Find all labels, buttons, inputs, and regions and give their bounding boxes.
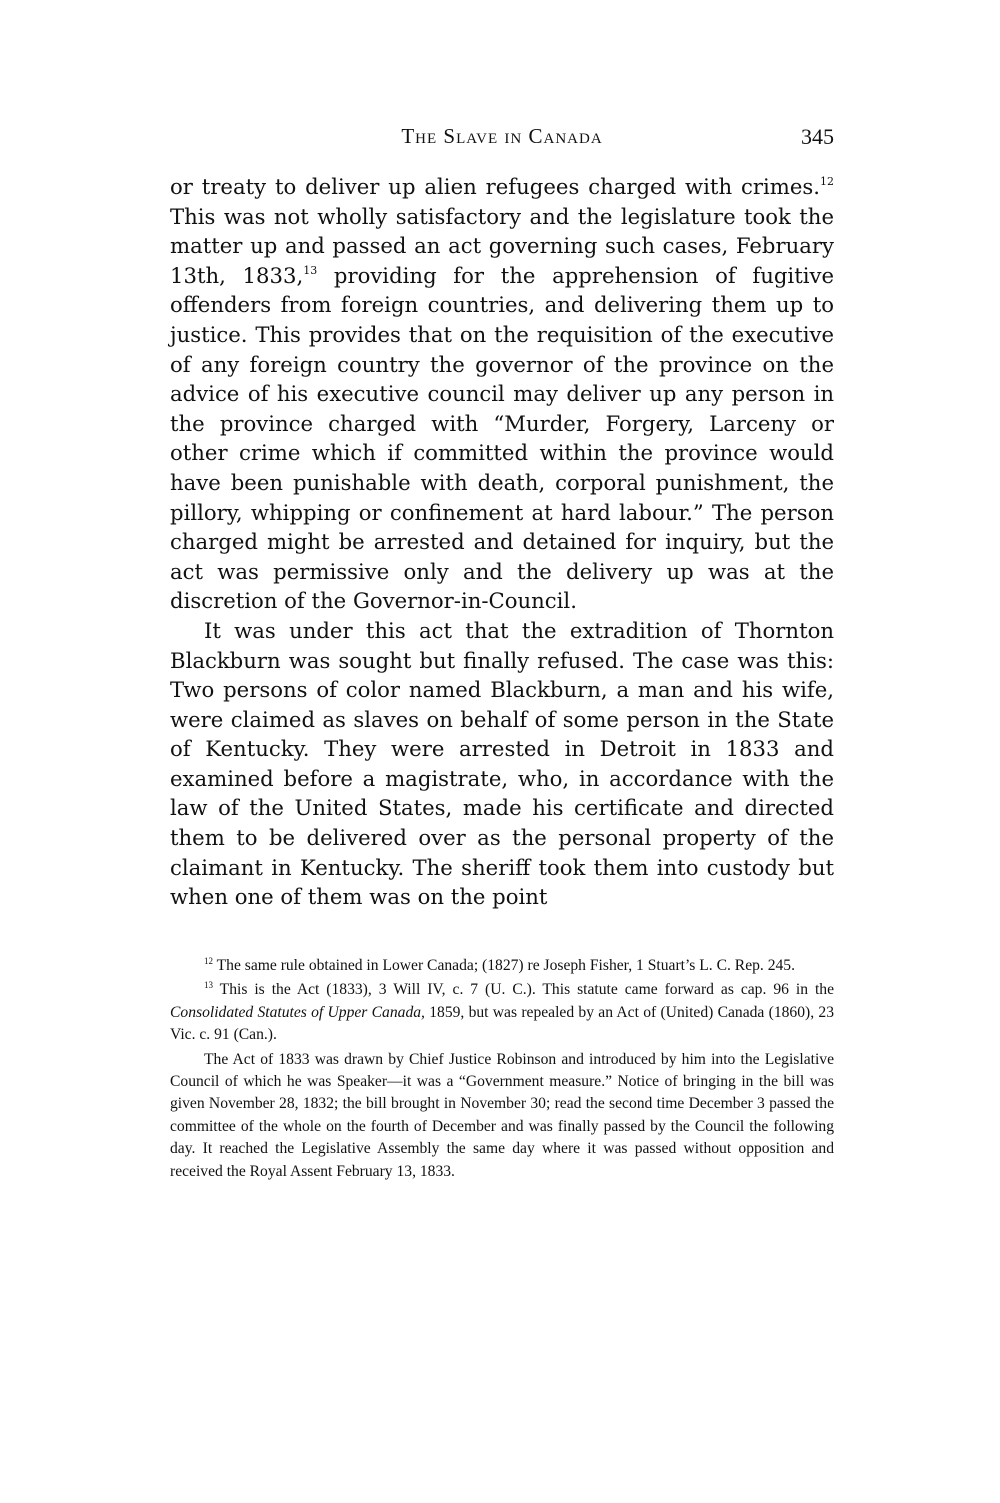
footnote-12-text: The same rule obtained in Lower Canada; (1827) re Joseph Fisher, 1 Stuart’s L. C. Rep. 245. (213, 957, 796, 974)
footnote-13 (170, 979, 834, 1046)
paragraph-1-part-c: providing for the apprehension of fugitive offenders from foreign countries, and delivering them up to justice. This provides that on the requisition of the executive of any foreign country the governor of the province on the advice of his executive council may deliver up any person in the province charged with “Murder, Forgery, Larceny or other crime which if committed within the province would have been punishable with death, corporal punishment, the pillory, whipping or confinement at hard labour.” The person charged might be arrested and detained for inquiry, but the act was permissive only and the delivery up was at the discretion of the Governor-in-Council. (170, 262, 834, 614)
footnote-ref-13: 13 (303, 263, 318, 277)
running-head (170, 124, 834, 154)
main-text (170, 172, 834, 912)
page-number: 345 (801, 124, 834, 149)
footnote-ref-12: 12 (820, 175, 834, 188)
paragraph-1-part-b: This was not wholly satisfactory and the legislature took the matter up and passed an act governing such cases, February 13th, 1833, (170, 203, 834, 288)
footnote-13-mark: 13 (204, 980, 213, 991)
footnote-13-italic-title: Consolidated Statutes of Upper Canada, (170, 1003, 425, 1021)
footnote-12-mark: 12 (204, 956, 213, 966)
footnote-13-text-b: 1859, but was repealed by an Act of (United) Canada (1860), 23 Vic. c. 91 (Can.). (170, 1003, 834, 1044)
footnote-13-text-a: This is the Act (1833), 3 Will IV, c. 7 (U. C.). This statute came forward as cap. 96 in the (213, 981, 834, 999)
paragraph-1 (170, 172, 834, 616)
footnote-13-continuation: The Act of 1833 was drawn by Chief Justice Robinson and introduced by him into the Legislative Council of which he was Speaker—it was a “Government measure.” Notice of bringing in the bill was given November 28, 1832; the bill brought in November 30; read the second time December 3 passed the committee of the whole on the fourth of December and was finally passed by the Council the following day. It reached the Legislative Assembly the same day where it was passed without opposition and received the Royal Assent February 13, 1833. (170, 1050, 834, 1180)
paragraph-1-part-a: or treaty to deliver up alien refugees charged with crimes. (170, 174, 820, 199)
paragraph-2: It was under this act that the extradition of Thornton Blackburn was sought but finally refused. The case was this: Two persons of color named Blackburn, a man and his wife, were claimed as slaves on behalf of some person in the State of Kentucky. They were arrested in Detroit in 1833 and examined before a magistrate, who, in accordance with the law of the United States, made his certificate and directed them to be delivered over as the personal property of the claimant in Kentucky. The sheriff took them into custody but when one of them was on the point (170, 617, 834, 910)
footnote-12 (170, 955, 834, 977)
footnotes (170, 955, 834, 1185)
running-title: The Slave in Canada (401, 124, 603, 148)
